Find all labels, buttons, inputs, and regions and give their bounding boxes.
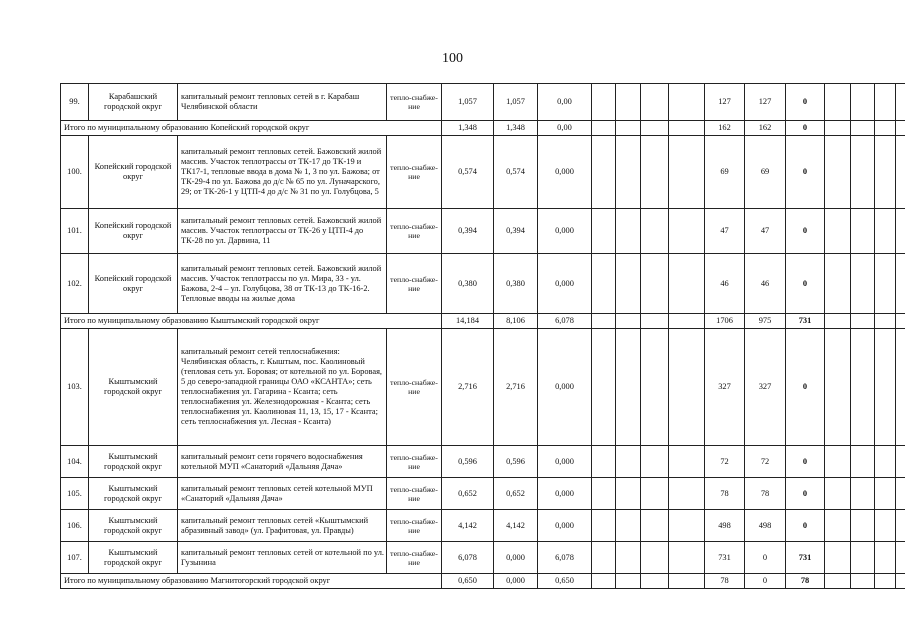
empty-cell [825,446,851,478]
cost-total: 731 [705,542,745,574]
kind-cell: тепло-снабже-ние [387,478,442,510]
district-cell: Карабашский городской округ [89,84,178,121]
table-row [61,478,905,510]
empty-cell [669,254,705,314]
cost-b: 0 [786,121,825,136]
empty-cell [875,510,896,542]
total-row [61,314,905,329]
cost-total: 69 [705,136,745,209]
row-number: 101. [61,209,89,254]
empty-cell [616,478,641,510]
total-label: Итого по муниципальному образованию Магнитогорский городской округ [61,574,442,589]
value-total: 1,348 [442,121,494,136]
empty-cell [641,478,669,510]
empty-cell [825,136,851,209]
cost-b: 0 [786,446,825,478]
empty-cell [641,510,669,542]
cost-a: 72 [745,446,786,478]
cost-b: 0 [786,510,825,542]
kind-cell: тепло-снабже-ние [387,542,442,574]
empty-cell [851,136,875,209]
empty-cell [896,329,905,446]
description-cell: капитальный ремонт тепловых сетей. Бажовский жилой массив. Участок теплотрассы по ул. Мира, 33 - ул. Бажова, 2-4 – ул. Голубцова, 38 от ТК-13 до ТК-16-2. Тепловые вводы на жилые дома [178,254,387,314]
value-total: 6,078 [442,542,494,574]
empty-cell [825,329,851,446]
empty-cell [592,314,616,329]
district-cell: Кыштымский городской округ [89,542,178,574]
row-number: 103. [61,329,89,446]
value-b: 0,000 [538,209,592,254]
cost-a: 162 [745,121,786,136]
kind-cell: тепло-снабже-ние [387,84,442,121]
empty-cell [592,329,616,446]
empty-cell [825,121,851,136]
value-total: 0,394 [442,209,494,254]
empty-cell [669,574,705,589]
cost-total: 78 [705,478,745,510]
cost-b: 78 [786,574,825,589]
empty-cell [851,542,875,574]
empty-cell [616,136,641,209]
empty-cell [592,542,616,574]
description-cell: капитальный ремонт тепловых сетей в г. Карабаш Челябинской области [178,84,387,121]
value-b: 0,000 [538,136,592,209]
program-table [60,83,905,589]
description-cell: капитальный ремонт тепловых сетей. Бажовский жилой массив. Участок теплотрассы от ТК-17 до ТК-19 и ТК17-1, тепловые ввода в дома № 1, 3 по ул. Бажова; от ТК-29-4 по ул. Бажова до д/с № 65 по ул. Луначарского, 29; от ТК-26-1 у ЦТП-4 до д/с № 31 по ул. Голубцова, 5 [178,136,387,209]
table-row [61,84,905,121]
cost-a: 498 [745,510,786,542]
value-a: 0,000 [494,574,538,589]
table-row [61,136,905,209]
empty-cell [851,84,875,121]
empty-cell [851,574,875,589]
description-cell: капитальный ремонт тепловых сетей. Бажовский жилой массив. Участок теплотрассы от ТК-26 у ЦТП-4 до ТК-28 по ул. Дарвина, 11 [178,209,387,254]
value-total: 0,574 [442,136,494,209]
empty-cell [592,510,616,542]
empty-cell [592,254,616,314]
row-number: 106. [61,510,89,542]
empty-cell [641,446,669,478]
value-total: 0,596 [442,446,494,478]
total-row [61,121,905,136]
value-total: 4,142 [442,510,494,542]
cost-a: 0 [745,542,786,574]
empty-cell [592,136,616,209]
value-b: 0,000 [538,254,592,314]
empty-cell [875,84,896,121]
empty-cell [616,446,641,478]
empty-cell [616,329,641,446]
empty-cell [669,446,705,478]
empty-cell [616,542,641,574]
empty-cell [592,574,616,589]
district-cell: Кыштымский городской округ [89,329,178,446]
row-number: 104. [61,446,89,478]
cost-b: 731 [786,542,825,574]
empty-cell [825,478,851,510]
page-number: 100 [442,51,463,66]
empty-cell [851,446,875,478]
empty-cell [875,314,896,329]
kind-cell: тепло-снабже-ние [387,329,442,446]
empty-cell [851,329,875,446]
value-b: 0,00 [538,121,592,136]
empty-cell [896,254,905,314]
value-a: 0,394 [494,209,538,254]
empty-cell [875,574,896,589]
district-cell: Кыштымский городской округ [89,478,178,510]
value-a: 4,142 [494,510,538,542]
cost-b: 0 [786,209,825,254]
empty-cell [592,121,616,136]
cost-total: 78 [705,574,745,589]
table-row [61,254,905,314]
value-total: 0,650 [442,574,494,589]
empty-cell [851,478,875,510]
empty-cell [875,478,896,510]
empty-cell [851,209,875,254]
empty-cell [669,136,705,209]
cost-b: 731 [786,314,825,329]
description-cell: капитальный ремонт сетей теплоснабжения: Челябинская область, г. Кыштым, пос. Каолиновый (тепловая сеть ул. Боровая; от котельной по ул. Боровая, 5 до северо-западной границы ОАО «КСАНТА»; сеть теплоснабжения ул. Гагарина - Ксанта; сеть теплоснабжения ул. Железнодорожная - Ксанта; сеть теплоснабжения ул. Каолиновая 11, 13, 15, 17 - Ксанта; сеть теплоснабжения ул. Лесная - Ксанта) [178,329,387,446]
value-b: 6,078 [538,542,592,574]
empty-cell [896,446,905,478]
empty-cell [825,209,851,254]
empty-cell [641,574,669,589]
value-b: 0,000 [538,478,592,510]
cost-total: 1706 [705,314,745,329]
description-cell: капитальный ремонт тепловых сетей «Кыштымский абразивный завод» (ул. Графитовая, ул. Правды) [178,510,387,542]
value-total: 0,652 [442,478,494,510]
cost-b: 0 [786,329,825,446]
empty-cell [896,510,905,542]
district-cell: Кыштымский городской округ [89,510,178,542]
cost-b: 0 [786,478,825,510]
total-label: Итого по муниципальному образованию Копейский городской округ [61,121,442,136]
empty-cell [669,121,705,136]
value-b: 0,000 [538,446,592,478]
empty-cell [669,510,705,542]
empty-cell [896,209,905,254]
value-a: 0,574 [494,136,538,209]
cost-a: 0 [745,574,786,589]
cost-a: 327 [745,329,786,446]
value-a: 8,106 [494,314,538,329]
table-row [61,542,905,574]
value-b: 0,000 [538,329,592,446]
kind-cell: тепло-снабже-ние [387,510,442,542]
value-b: 0,000 [538,510,592,542]
cost-a: 78 [745,478,786,510]
empty-cell [851,510,875,542]
cost-total: 327 [705,329,745,446]
description-cell: капитальный ремонт сети горячего водоснабжения котельной МУП «Санаторий «Дальняя Дача» [178,446,387,478]
value-total: 14,184 [442,314,494,329]
cost-total: 162 [705,121,745,136]
row-number: 107. [61,542,89,574]
empty-cell [641,136,669,209]
value-b: 0,00 [538,84,592,121]
cost-a: 127 [745,84,786,121]
cost-a: 46 [745,254,786,314]
empty-cell [875,254,896,314]
value-b: 0,650 [538,574,592,589]
value-total: 1,057 [442,84,494,121]
empty-cell [641,209,669,254]
empty-cell [616,84,641,121]
value-total: 0,380 [442,254,494,314]
kind-cell: тепло-снабже-ние [387,136,442,209]
empty-cell [825,574,851,589]
empty-cell [875,446,896,478]
empty-cell [592,84,616,121]
empty-cell [896,136,905,209]
empty-cell [669,209,705,254]
empty-cell [896,314,905,329]
kind-cell: тепло-снабже-ние [387,254,442,314]
empty-cell [825,254,851,314]
district-cell: Кыштымский городской округ [89,446,178,478]
cost-total: 72 [705,446,745,478]
empty-cell [825,84,851,121]
cost-b: 0 [786,84,825,121]
empty-cell [669,542,705,574]
district-cell: Копейский городской округ [89,209,178,254]
empty-cell [641,314,669,329]
empty-cell [641,84,669,121]
empty-cell [896,478,905,510]
empty-cell [875,121,896,136]
row-number: 105. [61,478,89,510]
total-label: Итого по муниципальному образованию Кыштымский городской округ [61,314,442,329]
empty-cell [616,209,641,254]
empty-cell [616,510,641,542]
value-b: 6,078 [538,314,592,329]
cost-total: 46 [705,254,745,314]
empty-cell [875,209,896,254]
value-total: 2,716 [442,329,494,446]
cost-total: 127 [705,84,745,121]
district-cell: Копейский городской округ [89,254,178,314]
row-number: 100. [61,136,89,209]
empty-cell [616,574,641,589]
cost-total: 47 [705,209,745,254]
row-number: 102. [61,254,89,314]
description-cell: капитальный ремонт тепловых сетей от котельной по ул. Гузынина [178,542,387,574]
empty-cell [641,121,669,136]
row-number: 99. [61,84,89,121]
empty-cell [669,478,705,510]
empty-cell [875,542,896,574]
empty-cell [875,329,896,446]
total-row [61,574,905,589]
empty-cell [616,314,641,329]
cost-a: 47 [745,209,786,254]
cost-a: 69 [745,136,786,209]
empty-cell [851,314,875,329]
empty-cell [875,136,896,209]
value-a: 0,000 [494,542,538,574]
value-a: 1,057 [494,84,538,121]
district-cell: Копейский городской округ [89,136,178,209]
value-a: 2,716 [494,329,538,446]
empty-cell [825,314,851,329]
value-a: 1,348 [494,121,538,136]
cost-total: 498 [705,510,745,542]
cost-b: 0 [786,136,825,209]
empty-cell [851,254,875,314]
cost-a: 975 [745,314,786,329]
kind-cell: тепло-снабже-ние [387,446,442,478]
empty-cell [592,478,616,510]
empty-cell [592,209,616,254]
table-row [61,209,905,254]
value-a: 0,652 [494,478,538,510]
value-a: 0,380 [494,254,538,314]
empty-cell [896,121,905,136]
empty-cell [669,314,705,329]
value-a: 0,596 [494,446,538,478]
empty-cell [592,446,616,478]
table-row [61,446,905,478]
empty-cell [851,121,875,136]
empty-cell [669,329,705,446]
empty-cell [896,542,905,574]
cost-b: 0 [786,254,825,314]
description-cell: капитальный ремонт тепловых сетей котельной МУП «Санаторий «Дальняя Дача» [178,478,387,510]
empty-cell [669,84,705,121]
empty-cell [896,574,905,589]
kind-cell: тепло-снабже-ние [387,209,442,254]
empty-cell [641,542,669,574]
empty-cell [616,121,641,136]
empty-cell [825,542,851,574]
table-row [61,329,905,446]
empty-cell [896,84,905,121]
empty-cell [641,254,669,314]
empty-cell [825,510,851,542]
table-row [61,510,905,542]
empty-cell [641,329,669,446]
empty-cell [616,254,641,314]
